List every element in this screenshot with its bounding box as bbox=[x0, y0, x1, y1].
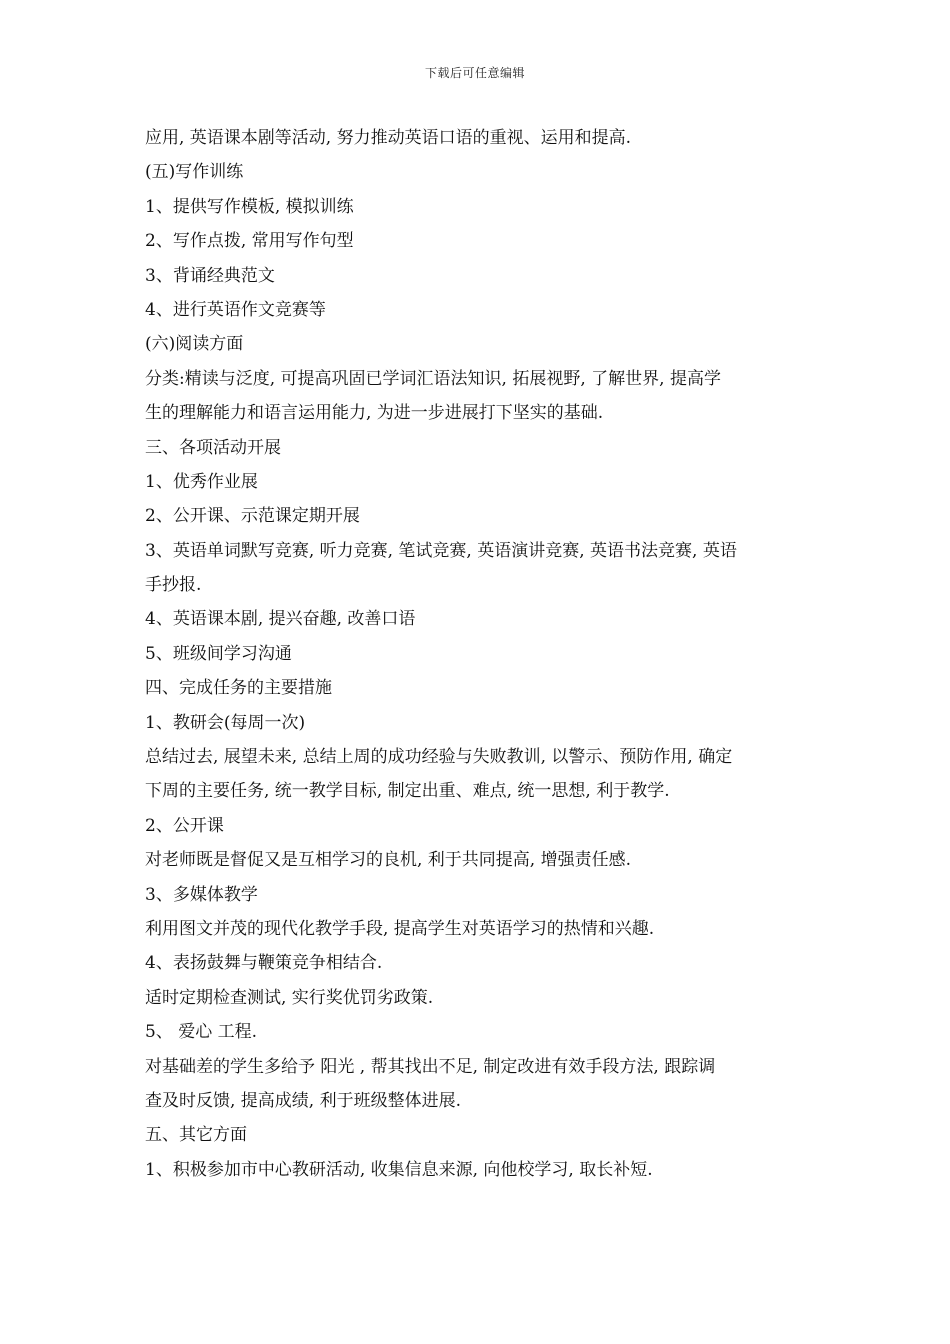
list-item: 1、提供写作模板, 模拟训练 bbox=[145, 196, 354, 217]
paragraph-line: 适时定期检查测试, 实行奖优罚劣政策. bbox=[145, 987, 434, 1008]
section-heading: 四、完成任务的主要措施 bbox=[145, 678, 332, 699]
list-item: 2、写作点拨, 常用写作句型 bbox=[145, 231, 354, 252]
section-heading: 五、其它方面 bbox=[145, 1125, 247, 1146]
paragraph-line: 总结过去, 展望未来, 总结上周的成功经验与失败教训, 以警示、预防作用, 确定 bbox=[145, 747, 733, 768]
list-item: 3、多媒体教学 bbox=[145, 884, 258, 905]
list-item: 5、班级间学习沟通 bbox=[145, 643, 292, 664]
list-item: 2、公开课、示范课定期开展 bbox=[145, 506, 360, 527]
paragraph-line: 应用, 英语课本剧等活动, 努力推动英语口语的重视、运用和提高. bbox=[145, 128, 632, 148]
list-item: 2、公开课 bbox=[145, 815, 224, 836]
paragraph-line: 查及时反馈, 提高成绩, 利于班级整体进展. bbox=[145, 1090, 462, 1111]
section-heading: (六)阅读方面 bbox=[145, 334, 244, 355]
list-item: 1、积极参加市中心教研活动, 收集信息来源, 向他校学习, 取长补短. bbox=[145, 1159, 653, 1180]
list-item: 4、英语课本剧, 提兴奋趣, 改善口语 bbox=[145, 609, 416, 630]
list-item: 4、表扬鼓舞与鞭策竞争相结合. bbox=[145, 953, 383, 974]
paragraph-line: 生的理解能力和语言运用能力, 为进一步进展打下坚实的基础. bbox=[145, 403, 604, 424]
section-heading: 三、各项活动开展 bbox=[145, 437, 281, 458]
list-item: 1、优秀作业展 bbox=[145, 471, 258, 492]
paragraph-line: 分类:精读与泛度, 可提高巩固已学词汇语法知识, 拓展视野, 了解世界, 提高学 bbox=[145, 368, 721, 389]
paragraph-line: 利用图文并茂的现代化教学手段, 提高学生对英语学习的热情和兴趣. bbox=[145, 918, 655, 939]
section-heading: (五)写作训练 bbox=[145, 162, 244, 183]
paragraph-line: 对基础差的学生多给予 阳光 , 帮其找出不足, 制定改进有效手段方法, 跟踪调 bbox=[145, 1056, 716, 1077]
paragraph-line: 手抄报. bbox=[145, 575, 202, 596]
paragraph-line: 下周的主要任务, 统一教学目标, 制定出重、难点, 统一思想, 利于教学. bbox=[145, 781, 670, 802]
page-header: 下载后可任意编辑 bbox=[424, 66, 525, 80]
list-item: 3、背诵经典范文 bbox=[145, 265, 275, 286]
list-item: 4、进行英语作文竞赛等 bbox=[145, 299, 326, 320]
document-body bbox=[145, 121, 810, 1187]
paragraph-line: 对老师既是督促又是互相学习的良机, 利于共同提高, 增强责任感. bbox=[145, 850, 632, 871]
list-item: 3、英语单词默写竞赛, 听力竞赛, 笔试竞赛, 英语演讲竞赛, 英语书法竞赛, 英语 bbox=[145, 540, 737, 561]
list-item: 1、教研会(每周一次) bbox=[145, 712, 306, 733]
list-item: 5、 爱心 工程. bbox=[145, 1022, 258, 1043]
